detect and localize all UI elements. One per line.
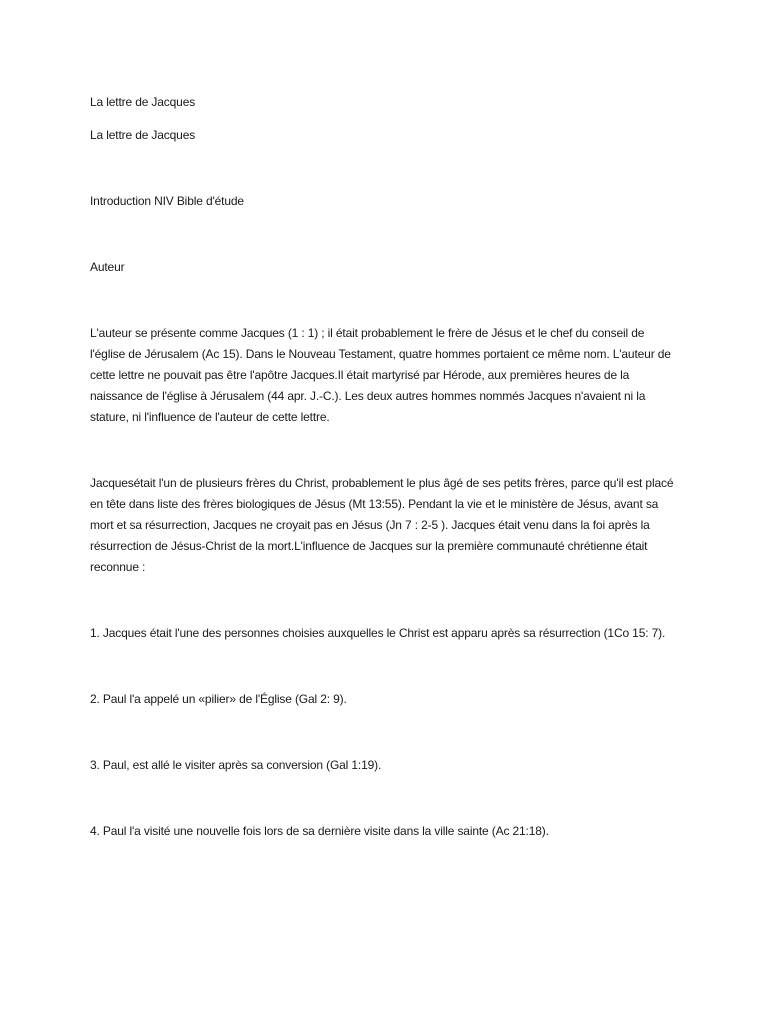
- list-item-1: 1. Jacques était l'une des personnes choisies auxquelles le Christ est apparu après sa résurrection (1Co 15: 7).: [90, 626, 666, 640]
- list-item-4: 4. Paul l'a visité une nouvelle fois lors de sa dernière visite dans la ville sainte (Ac 21:18).: [90, 824, 549, 838]
- intro-heading: Introduction NIV Bible d'étude: [90, 194, 244, 208]
- document-title: La lettre de Jacques: [90, 95, 196, 109]
- document-body: [90, 92, 680, 887]
- section-heading-author: Auteur: [90, 260, 125, 274]
- list-item-2: 2. Paul l'a appelé un «pilier» de l'Église (Gal 2: 9).: [90, 692, 347, 706]
- document-title-repeat: La lettre de Jacques: [90, 128, 196, 142]
- list-item-3: 3. Paul, est allé le visiter après sa conversion (Gal 1:19).: [90, 758, 382, 772]
- paragraph-brother-of-christ: Jacquesétait l'un de plusieurs frères du Christ, probablement le plus âgé de ses petits frères, parce qu'il est placé en tête dans liste des frères biologiques de Jésus (Mt 13:55). Pendant la vie et le ministère de Jésus, avant sa mort et sa résurrection, Jacques ne croyait pas en Jésus (Jn 7 : 2-5 ). Jacques était venu dans la foi après la résurrection de Jésus-Christ de la mort.L'influence de Jacques sur la première communauté chrétienne était reconnue :: [90, 476, 674, 574]
- paragraph-author-identity: L'auteur se présente comme Jacques (1 : 1) ; il était probablement le frère de Jésus et le chef du conseil de l'église de Jérusalem (Ac 15). Dans le Nouveau Testament, quatre hommes portaient ce même nom. L'auteur de cette lettre ne pouvait pas être l'apôtre Jacques.Il était martyrisé par Hérode, aux premières heures de la naissance de l'église à Jérusalem (44 apr. J.-C.). Les deux autres hommes nommés Jacques n'avaient ni la stature, ni l'influence de l'auteur de cette lettre.: [90, 326, 671, 424]
